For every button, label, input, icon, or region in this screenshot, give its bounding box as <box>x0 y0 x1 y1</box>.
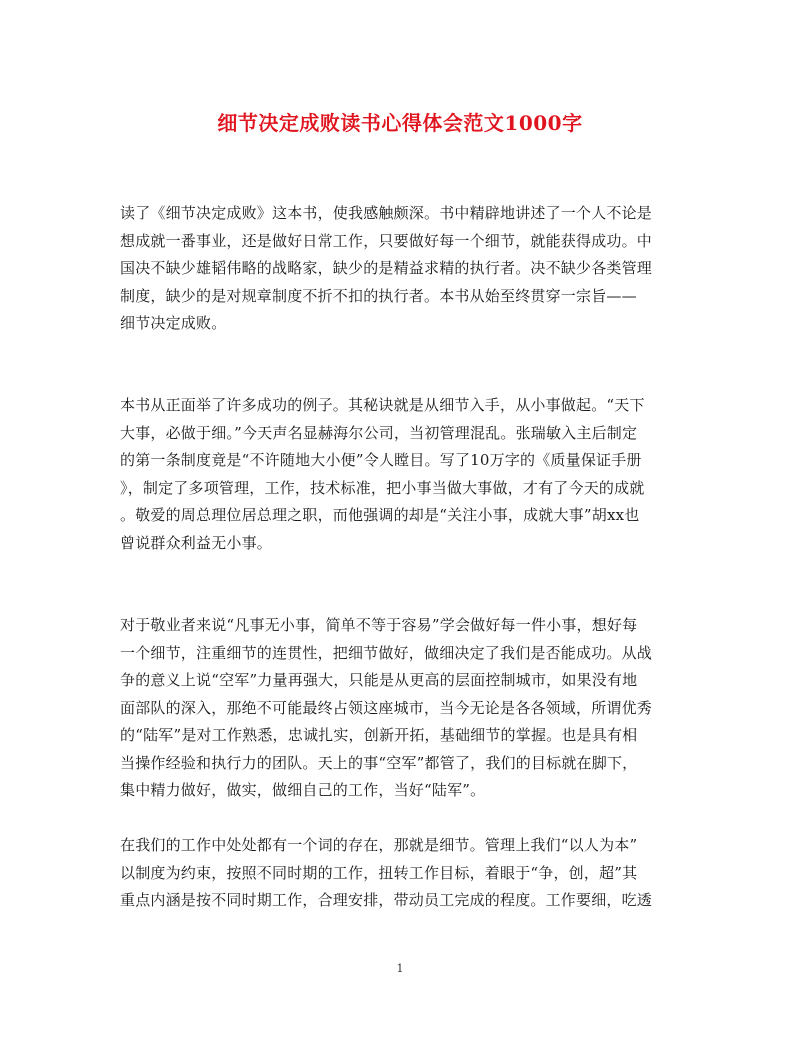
text-line: 争的意义上说“空军”力量再强大，只能是从更高的层面控制城市，如果没有地 <box>120 671 638 689</box>
paragraph-4 <box>120 832 680 915</box>
text-line: 细节决定成败。 <box>120 314 227 332</box>
text-line: 在我们的工作中处处都有一个词的存在，那就是细节。管理上我们“以人为本” <box>120 836 638 854</box>
text-line: 以制度为约束，按照不同时期的工作，扭转工作目标，着眼于“争，创，超”其 <box>120 863 638 882</box>
text-line: 》，制定了多项管理，工作，技术标准，把小事当做大事做，才有了今天的成就 <box>120 478 645 497</box>
text-line: 制度，缺少的是对规章制度不折不扣的执行者。本书从始至终贯穿一宗旨—— <box>120 286 637 305</box>
page-number: 1 <box>396 962 404 975</box>
text-line: 的第一条制度竟是“不许随地大小便”令人瞠目。写了10万字的《质量保证手册 <box>120 451 642 469</box>
paragraph-3 <box>120 612 680 805</box>
text-line: 重点内涵是按不同时期工作，合理安排，带动员工完成的程度。工作要细，吃透 <box>120 891 653 909</box>
paragraph-2 <box>120 392 680 557</box>
text-line: 大事，必做于细。”今天声名显赫海尔公司，当初管理混乱。张瑞敏入主后制定 <box>120 423 638 442</box>
text-line: 。敬爱的周总理位居总理之职，而他强调的却是“关注小事，成就大事”胡xx也 <box>120 506 640 524</box>
text-line: 本书从正面举了许多成功的例子。其秘诀就是从细节入手，从小事做起。“天下 <box>120 396 645 414</box>
text-line: 的“陆军”是对工作熟悉，忠诚扎实，创新开拓，基础细节的掌握。也是具有相 <box>120 726 638 744</box>
text-line: 读了《细节决定成败》这本书，使我感触颇深。书中精辟地讲述了一个人不论是 <box>120 204 653 222</box>
text-line: 国决不缺少雄韬伟略的战略家，缺少的是精益求精的执行者。决不缺少各类管理 <box>120 259 653 277</box>
text-line: 面部队的深入，那绝不可能最终占领这座城市，当今无论是各各领域，所谓优秀 <box>120 698 653 717</box>
text-line: 曾说群众利益无小事。 <box>120 533 273 552</box>
document-title: 细节决定成败读书心得体会范文1000字 <box>217 111 583 135</box>
text-line: 想成就一番事业，还是做好日常工作，只要做好每一个细节，就能获得成功。中 <box>120 231 653 250</box>
text-line: 对于敬业者来说“凡事无小事，简单不等于容易”学会做好每一件小事，想好每 <box>120 616 638 634</box>
text-line: 一个细节，注重细节的连贯性，把细节做好，做细决定了我们是否能成功。从战 <box>120 643 653 662</box>
text-line: 当操作经验和执行力的团队。天上的事“空军”都管了，我们的目标就在脚下， <box>120 753 638 772</box>
paragraph-1 <box>120 200 680 338</box>
text-line: 集中精力做好，做实，做细自己的工作，当好“陆军”。 <box>120 781 486 799</box>
